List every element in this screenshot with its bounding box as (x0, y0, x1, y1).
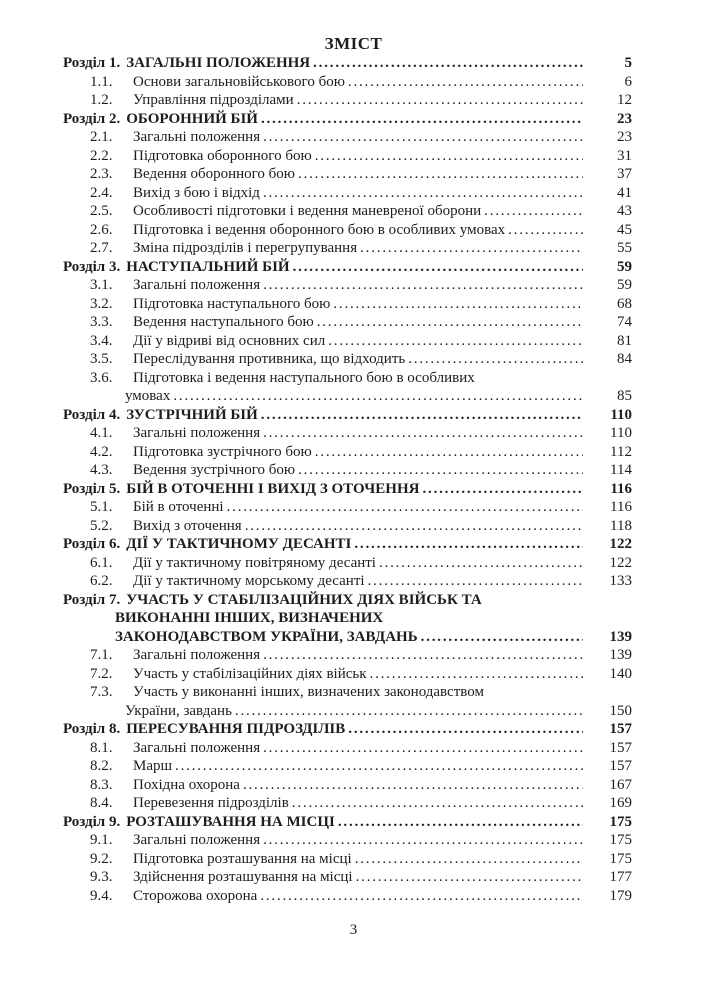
entry-page-number: 118 (610, 517, 632, 534)
entry-number: 4.3. (90, 462, 113, 478)
toc-chapter-entry (63, 720, 632, 739)
entry-title: ЗАКОНОДАВСТВОМ УКРАЇНИ, ЗАВДАНЬ (115, 628, 418, 645)
toc-chapter-entry (63, 813, 632, 832)
toc-section-entry (63, 887, 632, 906)
toc-entry-line (63, 591, 632, 610)
dot-leader (173, 387, 583, 406)
entry-number: Розділ 6. (63, 536, 121, 552)
entry-number: 3.4. (90, 332, 113, 349)
entry-number: 2.2. (90, 147, 113, 164)
toc-section-entry (63, 739, 632, 758)
toc-entry-line (63, 535, 632, 554)
toc-entry-line (63, 110, 632, 129)
entry-title: БІЙ В ОТОЧЕННІ І ВИХІД З ОТОЧЕННЯ (126, 480, 420, 497)
entry-number: 3.5. (90, 351, 113, 367)
dot-leader (298, 165, 583, 184)
dot-leader (317, 313, 583, 332)
entry-title: Дії у відриві від основних сил (133, 332, 326, 349)
entry-title: Підготовка зустрічного бою (133, 443, 312, 460)
dot-leader (235, 702, 583, 721)
entry-number: 2.7. (90, 240, 113, 256)
toc-entry-line (63, 683, 632, 702)
entry-page-number: 59 (617, 258, 632, 275)
toc-entry-line (63, 443, 632, 462)
entry-title: Вихід з бою і відхід (133, 184, 260, 201)
entry-page-number: 59 (617, 277, 632, 293)
entry-number: 2.6. (90, 221, 113, 238)
toc-entry-line (63, 850, 632, 869)
entry-number: 6.1. (90, 554, 113, 571)
page-number: 3 (349, 922, 358, 938)
entry-page-number: 55 (617, 240, 632, 256)
entry-number: 2.5. (90, 203, 113, 219)
toc-section-entry (63, 461, 632, 480)
entry-title: Переслідування противника, що відходить (133, 351, 406, 367)
dot-leader (263, 831, 583, 850)
toc-chapter-entry (63, 480, 632, 499)
entry-page-number: 139 (609, 628, 632, 645)
entry-number: 7.3. (90, 684, 113, 700)
dot-leader (379, 554, 583, 573)
entry-title: Управління підрозділами (133, 92, 294, 108)
entry-title: Участь у виконанні інших, визначених законодавством (133, 684, 484, 700)
dot-leader (175, 757, 583, 776)
entry-title: ПЕРЕСУВАННЯ ПІДРОЗДІЛІВ (126, 721, 346, 737)
entry-number: 3.1. (90, 277, 113, 293)
entry-number: 8.2. (90, 758, 113, 774)
toc-entry-line (63, 517, 632, 536)
entry-page-number: 122 (609, 536, 632, 552)
entry-number: Розділ 5. (63, 480, 121, 497)
entry-page-number: 41 (617, 184, 632, 201)
entry-title: ЗАГАЛЬНІ ПОЛОЖЕННЯ (126, 55, 311, 71)
entry-page-number: 157 (609, 758, 632, 774)
entry-page-number: 23 (617, 129, 632, 145)
entry-page-number: 31 (617, 147, 632, 164)
dot-leader (293, 258, 583, 277)
toc-entry-line (63, 461, 632, 480)
entry-number: 2.3. (90, 166, 113, 182)
entry-title: умовах (125, 388, 171, 404)
toc-section-entry (63, 313, 632, 332)
toc-section-entry (63, 554, 632, 573)
entry-title: Зміна підрозділів і перегрупування (133, 240, 358, 256)
toc-chapter-entry (63, 54, 632, 73)
entry-page-number: 43 (617, 203, 632, 219)
entry-title: Підготовка розташування на місці (133, 850, 352, 867)
entry-number: Розділ 1. (63, 55, 121, 71)
dot-leader (356, 868, 583, 887)
entry-title: Загальні положення (133, 129, 261, 145)
entry-title: Підготовка і ведення оборонного бою в особливих умовах (133, 221, 506, 238)
entry-title: Бій в оточенні (133, 499, 224, 515)
table-of-contents (63, 54, 632, 905)
dot-leader (263, 424, 583, 443)
entry-page-number: 12 (617, 92, 632, 108)
entry-title: Ведення оборонного бою (133, 166, 296, 182)
entry-page-number: 116 (610, 480, 632, 497)
dot-leader (484, 202, 583, 221)
page-title: ЗМІСТ (324, 34, 383, 53)
toc-entry-line (63, 202, 632, 221)
entry-page-number: 175 (609, 813, 632, 830)
entry-page-number: 140 (609, 665, 632, 682)
toc-entry-line (63, 702, 632, 721)
toc-entry-line (63, 628, 632, 647)
dot-leader (263, 646, 583, 665)
dot-leader (370, 665, 583, 684)
entry-title: Загальні положення (133, 647, 261, 663)
toc-entry-line (63, 184, 632, 203)
entry-page-number: 114 (610, 462, 632, 478)
dot-leader (422, 480, 583, 499)
toc-entry-line (63, 776, 632, 795)
dot-leader (298, 461, 583, 480)
entry-number: 8.4. (90, 795, 113, 811)
toc-entry-line (63, 406, 632, 425)
entry-title: УЧАСТЬ У СТАБІЛІЗАЦІЙНИХ ДІЯХ ВІЙСЬК ТА (126, 591, 482, 608)
toc-section-entry (63, 128, 632, 147)
dot-leader (508, 221, 583, 240)
entry-title: Підготовка оборонного бою (133, 147, 312, 164)
toc-entry-line (63, 313, 632, 332)
dot-leader (421, 628, 583, 647)
toc-section-entry (63, 665, 632, 684)
toc-entry-line (63, 794, 632, 813)
toc-section-entry (63, 794, 632, 813)
toc-entry-line (63, 387, 632, 406)
dot-leader (263, 276, 583, 295)
toc-entry-line (63, 480, 632, 499)
entry-number: 2.1. (90, 129, 113, 145)
entry-title: Підготовка наступального бою (133, 295, 331, 312)
toc-section-entry (63, 424, 632, 443)
dot-leader (297, 91, 583, 110)
toc-entry-line (63, 868, 632, 887)
toc-section-entry (63, 295, 632, 314)
dot-leader (243, 776, 583, 795)
entry-number: 6.2. (90, 573, 113, 589)
entry-title: ОБОРОННИЙ БІЙ (126, 110, 258, 127)
entry-title: ВИКОНАННІ ІНШИХ, ВИЗНАЧЕНИХ (115, 610, 384, 626)
toc-section-entry (63, 350, 632, 369)
entry-number: 9.3. (90, 869, 113, 885)
toc-section-entry (63, 517, 632, 536)
toc-chapter-entry (63, 406, 632, 425)
toc-section-entry (63, 850, 632, 869)
entry-page-number: 5 (624, 55, 632, 71)
toc-section-entry (63, 831, 632, 850)
dot-leader (263, 128, 583, 147)
entry-number: 5.1. (90, 499, 113, 515)
dot-leader (261, 110, 583, 129)
entry-title: Особливості підготовки і ведення маневреної оборони (133, 203, 482, 219)
toc-entry-line (63, 813, 632, 832)
dot-leader (227, 498, 583, 517)
entry-title: Дії у тактичному морському десанті (133, 573, 365, 589)
dot-leader (338, 813, 583, 832)
entry-number: 2.4. (90, 184, 113, 201)
entry-number: Розділ 4. (63, 406, 121, 423)
toc-entry-line (63, 221, 632, 240)
toc-entry-line (63, 147, 632, 166)
toc-entry-line (63, 369, 632, 388)
dot-leader (313, 54, 583, 73)
entry-page-number: 110 (610, 425, 632, 441)
toc-section-entry (63, 73, 632, 92)
entry-page-number: 112 (610, 443, 632, 460)
dot-leader (263, 739, 583, 758)
entry-number: 8.1. (90, 739, 113, 756)
entry-number: 1.2. (90, 92, 113, 108)
toc-entry-line (63, 239, 632, 258)
entry-page-number: 157 (609, 739, 632, 756)
toc-entry-line (63, 646, 632, 665)
entry-page-number: 177 (609, 869, 632, 885)
entry-title: Дії у тактичному повітряному десанті (133, 554, 376, 571)
toc-entry-line (63, 332, 632, 351)
entry-page-number: 110 (610, 406, 632, 423)
toc-section-entry (63, 646, 632, 665)
entry-page-number: 139 (609, 647, 632, 663)
toc-section-entry (63, 572, 632, 591)
entry-page-number: 85 (617, 388, 632, 404)
dot-leader (263, 184, 583, 203)
dot-leader (354, 535, 583, 554)
dot-leader (368, 572, 583, 591)
toc-entry-line (63, 295, 632, 314)
dot-leader (328, 332, 583, 351)
entry-number: 1.1. (90, 73, 113, 90)
toc-entry-line (63, 91, 632, 110)
toc-section-entry (63, 165, 632, 184)
dot-leader (245, 517, 583, 536)
entry-title: Сторожова охорона (133, 887, 258, 904)
toc-chapter-entry (63, 535, 632, 554)
toc-entry-line (63, 572, 632, 591)
entry-number: 4.2. (90, 443, 113, 460)
toc-section-entry (63, 443, 632, 462)
toc-entry-line (63, 258, 632, 277)
dot-leader (333, 295, 583, 314)
toc-section-entry (63, 332, 632, 351)
entry-page-number: 175 (609, 832, 632, 848)
toc-entry-line (63, 276, 632, 295)
entry-title: Вихід з оточення (133, 517, 242, 534)
entry-title: Похідна охорона (133, 776, 240, 793)
toc-entry-line (63, 498, 632, 517)
toc-section-entry (63, 202, 632, 221)
entry-number: 7.2. (90, 665, 113, 682)
entry-title: України, завдань (125, 702, 232, 719)
entry-number: 3.3. (90, 314, 113, 330)
entry-page-number: 81 (617, 332, 632, 349)
toc-section-entry (63, 147, 632, 166)
entry-page-number: 122 (609, 554, 632, 571)
entry-title: Загальні положення (133, 277, 261, 293)
entry-number: 9.1. (90, 832, 113, 848)
toc-section-entry (63, 498, 632, 517)
entry-number: 8.3. (90, 776, 113, 793)
dot-leader (292, 794, 583, 813)
dot-leader (355, 850, 583, 869)
toc-section-entry (63, 868, 632, 887)
entry-page-number: 179 (609, 887, 632, 904)
entry-title: Підготовка і ведення наступального бою в особливих (133, 369, 475, 386)
toc-entry-line (63, 609, 632, 628)
entry-title: Основи загальновійськового бою (133, 73, 345, 90)
entry-title: Загальні положення (133, 739, 261, 756)
entry-title: ДІЇ У ТАКТИЧНОМУ ДЕСАНТІ (126, 536, 352, 552)
entry-page-number: 169 (609, 795, 632, 811)
toc-entry-line (63, 757, 632, 776)
toc-entry-line (63, 739, 632, 758)
toc-section-entry (63, 221, 632, 240)
toc-entry-line (63, 887, 632, 906)
entry-number: 4.1. (90, 425, 113, 441)
entry-number: 3.2. (90, 295, 113, 312)
toc-section-entry (63, 239, 632, 258)
entry-page-number: 6 (624, 73, 632, 90)
entry-title: Загальні положення (133, 425, 261, 441)
toc-entry-line (63, 165, 632, 184)
toc-section-entry (63, 369, 632, 406)
toc-section-entry (63, 776, 632, 795)
entry-number: 9.2. (90, 850, 113, 867)
entry-page-number: 37 (617, 166, 632, 182)
entry-title: Марш (133, 758, 173, 774)
entry-title: Участь у стабілізаційних діях військ (133, 665, 367, 682)
toc-entry-line (63, 73, 632, 92)
entry-number: Розділ 9. (63, 813, 121, 830)
toc-entry-line (63, 54, 632, 73)
entry-number: 3.6. (90, 369, 113, 386)
toc-entry-line (63, 350, 632, 369)
toc-section-entry (63, 184, 632, 203)
dot-leader (315, 147, 583, 166)
entry-title: Ведення зустрічного бою (133, 462, 296, 478)
entry-page-number: 133 (609, 573, 632, 589)
dot-leader (261, 406, 583, 425)
entry-page-number: 84 (617, 351, 632, 367)
entry-title: РОЗТАШУВАННЯ НА МІСЦІ (126, 813, 335, 830)
toc-entry-line (63, 128, 632, 147)
entry-page-number: 167 (609, 776, 632, 793)
dot-leader (348, 720, 583, 739)
toc-entry-line (63, 720, 632, 739)
toc-entry-line (63, 831, 632, 850)
entry-title: ЗУСТРІЧНИЙ БІЙ (126, 406, 258, 423)
entry-number: 7.1. (90, 647, 113, 663)
entry-title: НАСТУПАЛЬНИЙ БІЙ (126, 258, 290, 275)
toc-chapter-entry (63, 110, 632, 129)
dot-leader (260, 887, 583, 906)
entry-number: Розділ 7. (63, 591, 121, 608)
toc-section-entry (63, 757, 632, 776)
entry-number: Розділ 8. (63, 721, 121, 737)
toc-entry-line (63, 665, 632, 684)
dot-leader (360, 239, 583, 258)
entry-title: Перевезення підрозділів (133, 795, 289, 811)
entry-title: Здійснення розташування на місці (133, 869, 353, 885)
entry-title: Загальні положення (133, 832, 261, 848)
entry-number: 9.4. (90, 887, 113, 904)
dot-leader (408, 350, 583, 369)
entry-number: Розділ 3. (63, 258, 121, 275)
entry-number: 5.2. (90, 517, 113, 534)
dot-leader (315, 443, 583, 462)
entry-title: Ведення наступального бою (133, 314, 314, 330)
toc-entry-line (63, 424, 632, 443)
entry-page-number: 45 (617, 221, 632, 238)
dot-leader (348, 73, 583, 92)
entry-page-number: 150 (609, 702, 632, 719)
toc-section-entry (63, 91, 632, 110)
entry-page-number: 74 (617, 314, 632, 330)
toc-entry-line (63, 554, 632, 573)
entry-page-number: 68 (617, 295, 632, 312)
entry-page-number: 116 (610, 499, 632, 515)
toc-chapter-entry (63, 258, 632, 277)
toc-section-entry (63, 683, 632, 720)
entry-page-number: 175 (609, 850, 632, 867)
entry-page-number: 23 (617, 110, 632, 127)
toc-chapter-entry (63, 591, 632, 647)
entry-number: Розділ 2. (63, 110, 121, 127)
entry-page-number: 157 (609, 721, 632, 737)
toc-section-entry (63, 276, 632, 295)
